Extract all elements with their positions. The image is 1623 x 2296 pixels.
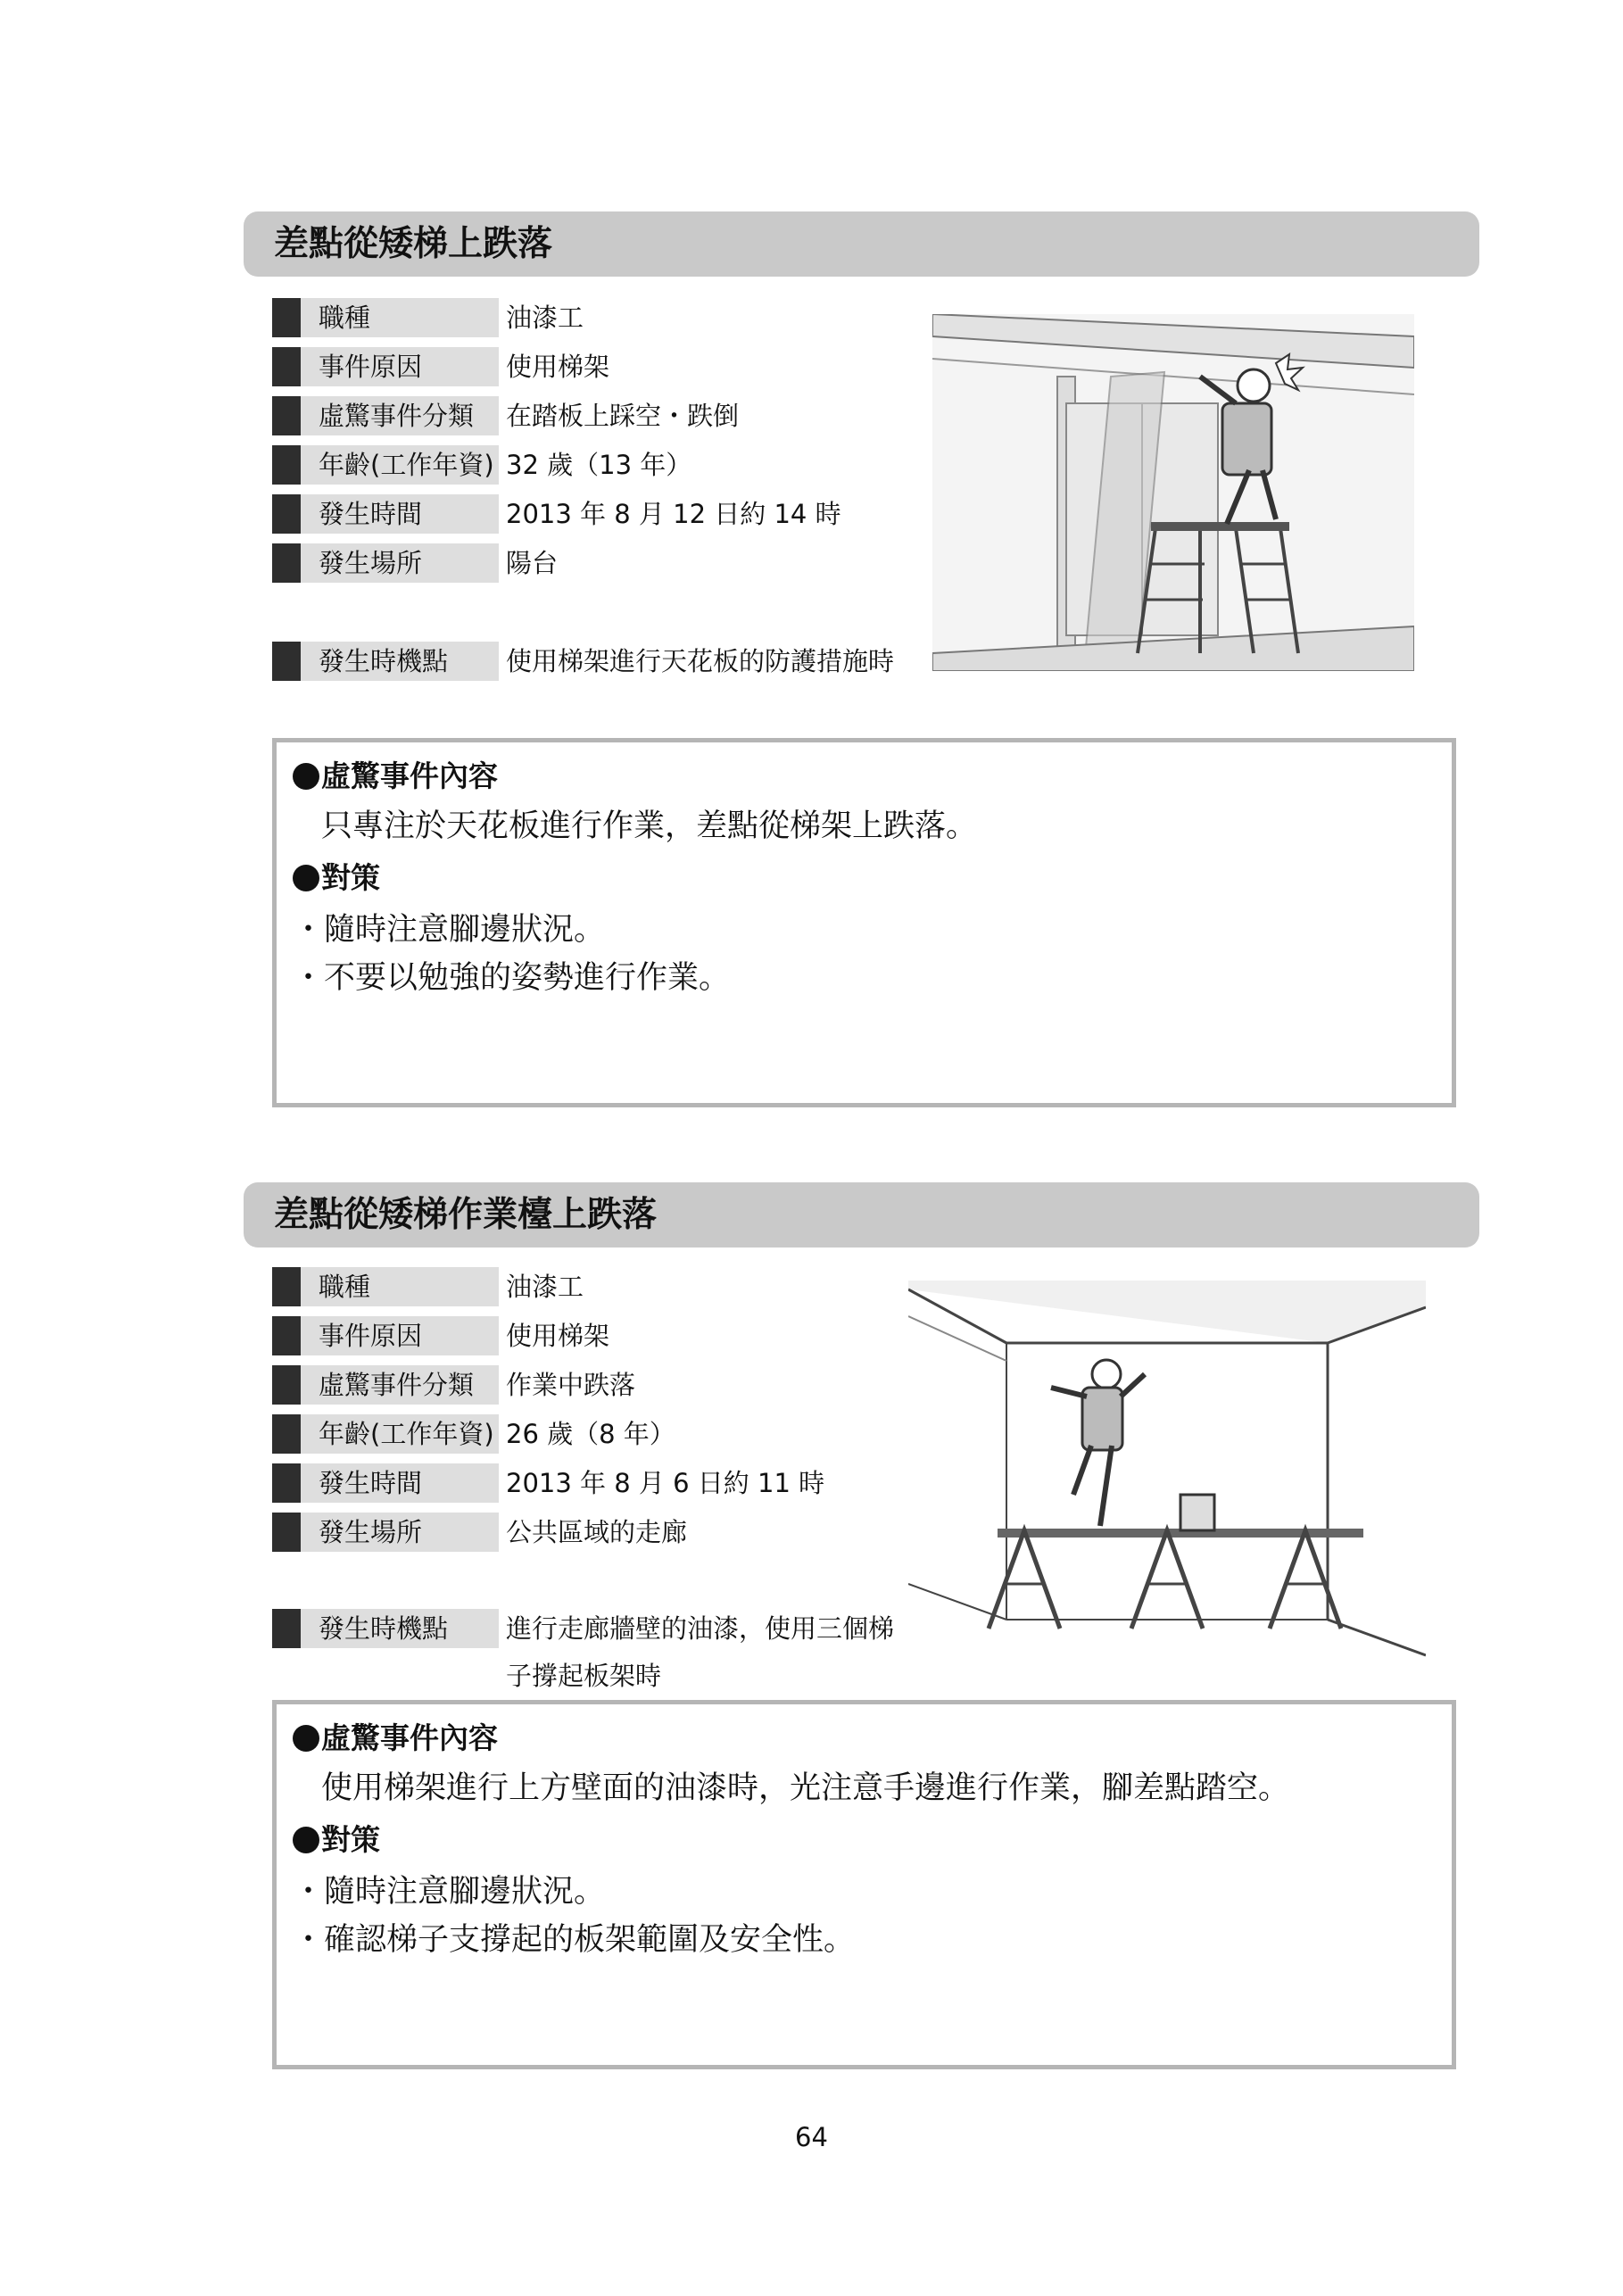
incident-description: 使用梯架進行上方壁面的油漆時，光注意手邊進行作業，腳差點踏空。	[321, 1770, 1290, 1806]
case-title-bar	[244, 211, 1479, 277]
page-number: 64	[795, 2122, 828, 2152]
row-marker	[272, 1463, 301, 1503]
info-label: 發生場所	[301, 1513, 499, 1552]
info-label: 發生時機點	[301, 642, 499, 681]
row-marker	[272, 1414, 301, 1454]
info-value: 陽台	[506, 548, 559, 578]
info-value: 油漆工	[506, 1272, 584, 1302]
bullet-dot-icon	[293, 1827, 319, 1853]
info-value: 2013 年 8 月 6 日約 11 時	[506, 1468, 825, 1498]
incident-heading: 虛驚事件內容	[293, 1715, 498, 1757]
info-label: 虛驚事件分類	[301, 1365, 499, 1405]
info-value: 使用梯架進行天花板的防護措施時	[506, 646, 895, 676]
info-value: 公共區域的走廊	[506, 1517, 688, 1547]
info-value: 油漆工	[506, 303, 584, 333]
info-label: 發生時機點	[301, 1609, 499, 1648]
case-content-box	[272, 1700, 1456, 2069]
info-value: 進行走廊牆壁的油漆，使用三個梯子撐起板架時	[506, 1613, 895, 1691]
row-marker	[272, 1365, 301, 1405]
info-label: 發生場所	[301, 543, 499, 583]
measures-heading: 對策	[293, 1817, 380, 1859]
info-label: 事件原因	[301, 347, 499, 386]
case-title-bar	[244, 1182, 1479, 1247]
incident-description: 只專注於天花板進行作業，差點從梯架上跌落。	[321, 808, 978, 844]
info-label: 虛驚事件分類	[301, 396, 499, 435]
info-value: 使用梯架	[506, 1321, 610, 1351]
info-label: 事件原因	[301, 1316, 499, 1355]
row-marker	[272, 543, 301, 583]
info-value: 在踏板上踩空・跌倒	[506, 401, 740, 431]
info-label: 職種	[301, 298, 499, 337]
info-value: 作業中跌落	[506, 1370, 636, 1400]
row-marker	[272, 1267, 301, 1306]
info-value: 32 歲（13 年）	[506, 450, 692, 480]
case-title: 差點從矮梯上跌落	[274, 224, 553, 264]
row-marker	[272, 445, 301, 485]
bullet-dot-icon	[293, 865, 319, 891]
incident-heading: 虛驚事件內容	[293, 753, 498, 795]
worker-on-ladder-illustration	[932, 314, 1414, 671]
info-label: 年齡(工作年資)	[301, 1414, 499, 1454]
measure-item: ・不要以勉強的姿勢進行作業。	[293, 960, 731, 996]
measure-item: ・隨時注意腳邊狀況。	[293, 1874, 606, 1910]
row-marker	[272, 642, 301, 681]
info-label: 發生時間	[301, 494, 499, 534]
info-label: 年齡(工作年資)	[301, 445, 499, 485]
case-title: 差點從矮梯作業檯上跌落	[274, 1195, 658, 1235]
row-marker	[272, 1316, 301, 1355]
info-value: 2013 年 8 月 12 日約 14 時	[506, 499, 841, 529]
info-label: 職種	[301, 1267, 499, 1306]
measure-item: ・確認梯子支撐起的板架範圍及安全性。	[293, 1922, 856, 1958]
info-label: 發生時間	[301, 1463, 499, 1503]
bullet-dot-icon	[293, 1725, 319, 1752]
row-marker	[272, 347, 301, 386]
row-marker	[272, 1609, 301, 1648]
info-value: 使用梯架	[506, 352, 610, 382]
worker-on-scaffold-illustration	[908, 1281, 1426, 1664]
row-marker	[272, 298, 301, 337]
case-content-box	[272, 738, 1456, 1107]
measure-item: ・隨時注意腳邊狀況。	[293, 912, 606, 948]
row-marker	[272, 1513, 301, 1552]
row-marker	[272, 494, 301, 534]
info-value: 26 歲（8 年）	[506, 1419, 675, 1449]
row-marker	[272, 396, 301, 435]
measures-heading: 對策	[293, 855, 380, 897]
bullet-dot-icon	[293, 763, 319, 790]
